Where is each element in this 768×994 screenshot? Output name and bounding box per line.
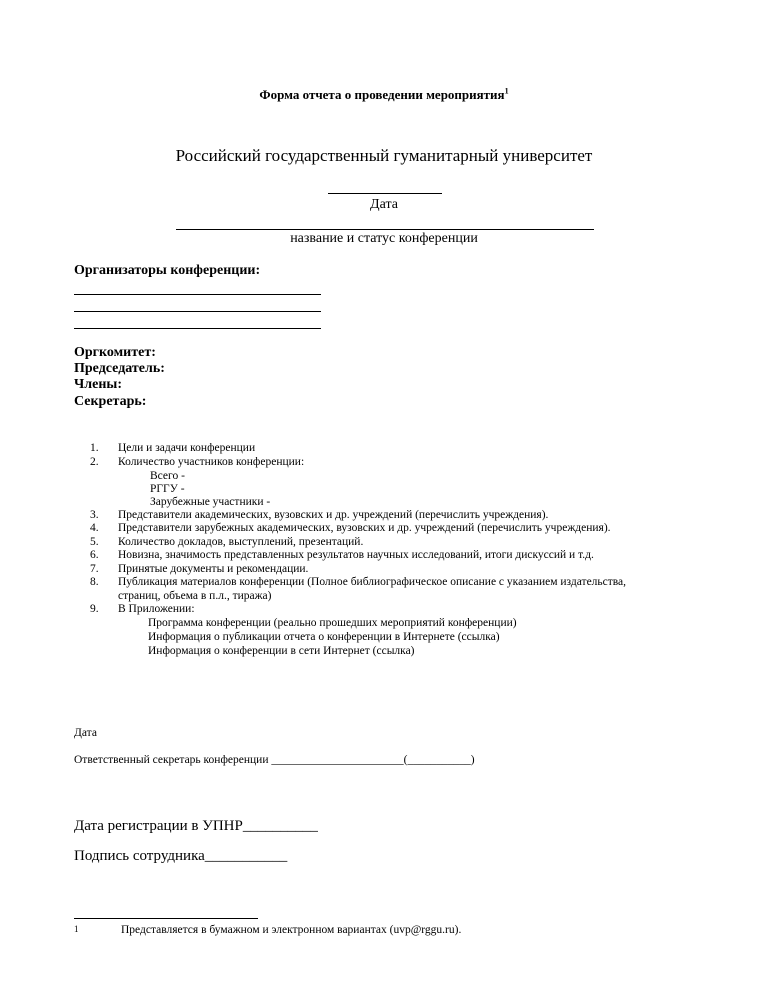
- participants-rggu: РГГУ -: [150, 483, 185, 495]
- footnote-mark: 1: [74, 924, 79, 934]
- date-blank-line: [328, 181, 442, 194]
- secretary-heading: Секретарь:: [74, 394, 147, 409]
- list-item: 1. Цели и задачи конференции: [90, 442, 256, 454]
- organizer-blank-line: [74, 311, 321, 312]
- list-item-continuation: страниц, объема в п.л., тиража): [118, 590, 272, 602]
- conference-label: название и статус конференции: [290, 231, 478, 246]
- registration-date-line: Дата регистрации в УПНР__________: [74, 818, 318, 834]
- appendix-item: Программа конференции (реально прошедших мероприятий конференции): [148, 617, 517, 629]
- list-item: 4. Представители зарубежных академических, вузовских и др. учреждений (перечислить учреждения).: [90, 522, 611, 534]
- participants-foreign: Зарубежные участники -: [150, 496, 271, 508]
- appendix-item: Информация о публикации отчета о конференции в Интернете (ссылка): [148, 631, 500, 643]
- chair-heading: Председатель:: [74, 361, 165, 376]
- document-title: Форма отчета о проведении мероприятия$^1$: [259, 86, 509, 102]
- date-label: Дата: [370, 197, 398, 212]
- members-heading: Члены:: [74, 377, 123, 392]
- university-name: Российский государственный гуманитарный университет: [175, 146, 593, 165]
- list-item: 6. Новизна, значимость представленных результатов научных исследований, итоги дискуссий и т.д.: [90, 549, 594, 561]
- appendix-item: Информация о конференции в сети Интернет (ссылка): [148, 645, 415, 657]
- footnote-reference: 1: [504, 86, 509, 96]
- list-item: 9. В Приложении:: [90, 603, 195, 615]
- conference-blank-line: [176, 215, 594, 230]
- secretary-signature-line: Ответственный секретарь конференции _______________________(___________): [74, 754, 475, 766]
- organizer-blank-line: [74, 328, 321, 329]
- list-item: 3. Представители академических, вузовских и др. учреждений (перечислить учреждения).: [90, 509, 549, 521]
- list-item: 2. Количество участников конференции:: [90, 456, 305, 468]
- list-item: 5. Количество докладов, выступлений, презентаций.: [90, 536, 364, 548]
- organizer-blank-line: [74, 294, 321, 295]
- signature-date: Дата: [74, 727, 97, 739]
- footnote-divider: [74, 918, 258, 919]
- organizers-heading: Организаторы конференции:: [74, 263, 261, 278]
- employee-signature-line: Подпись сотрудника___________: [74, 848, 288, 864]
- orgcommittee-heading: Оргкомитет:: [74, 345, 156, 360]
- participants-total: Всего -: [150, 470, 185, 482]
- footnote-text: Представляется в бумажном и электронном вариантах (uvp@rggu.ru).: [121, 924, 462, 936]
- list-item: 7. Принятые документы и рекомендации.: [90, 563, 309, 575]
- list-item: 8. Публикация материалов конференции (Полное библиографическое описание с указанием издательства,: [90, 576, 627, 588]
